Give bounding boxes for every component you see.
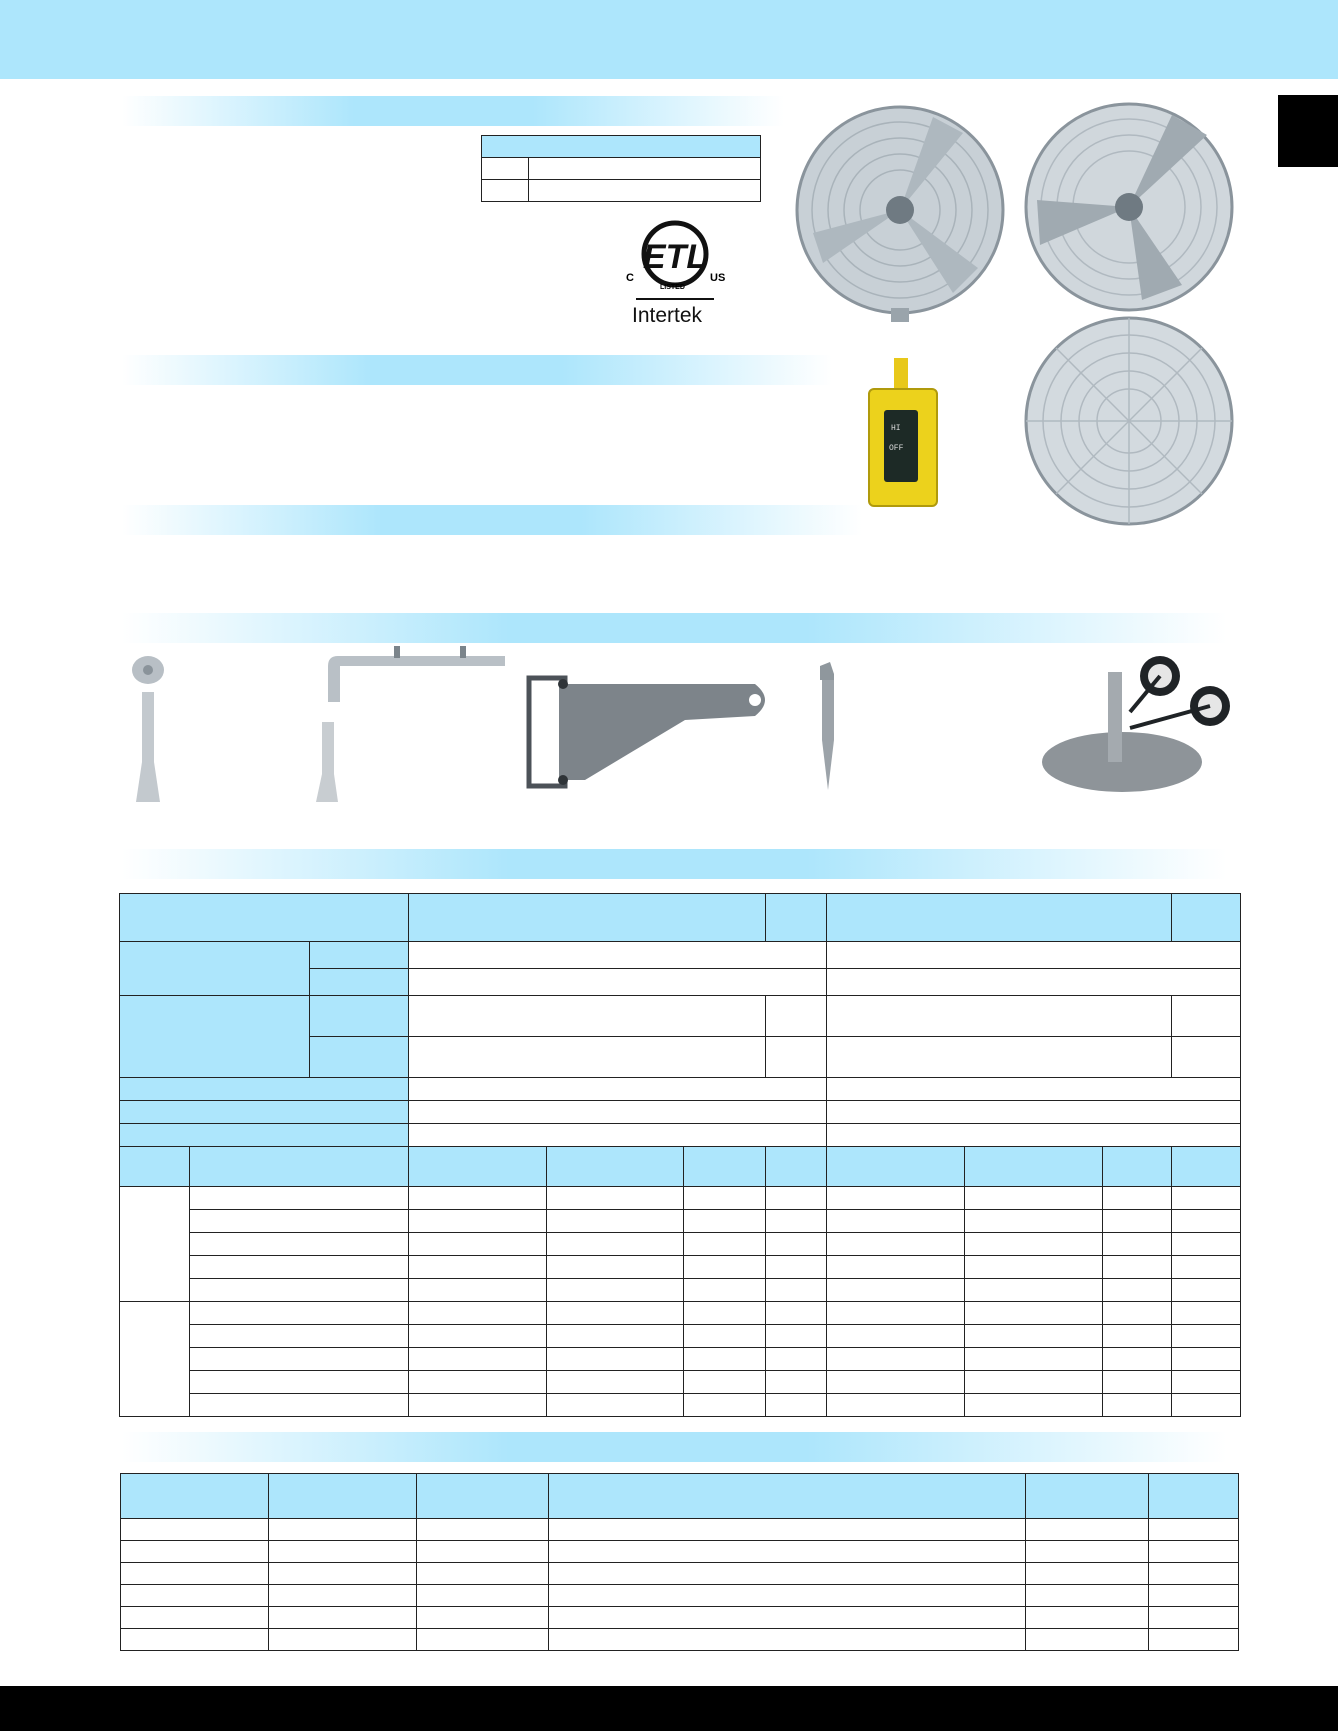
- accessory-wall-bracket-image: [525, 670, 780, 792]
- small-spec-table: [481, 135, 761, 202]
- section-header-bar-3: [122, 505, 862, 535]
- main-table-data-row: [120, 1348, 1241, 1371]
- accessories-row: [121, 1629, 1239, 1651]
- accessories-row: [121, 1541, 1239, 1563]
- section-header-bar-5: [122, 849, 1227, 879]
- accessories-row: [121, 1607, 1239, 1629]
- main-table-subheader-row: [120, 1147, 1241, 1187]
- fan-head-image-2: [1022, 95, 1237, 320]
- switch-off-label: OFF: [889, 444, 904, 453]
- main-table-data-row: [120, 1394, 1241, 1417]
- fan-guard-image: [1022, 315, 1237, 530]
- accessory-hook-bracket-image: [812, 660, 847, 800]
- main-table-data-row: [120, 1325, 1241, 1348]
- etl-right-letters: US: [710, 272, 726, 284]
- section-tab: [1278, 95, 1338, 167]
- main-table-row: [120, 1078, 1241, 1101]
- main-table-data-row: [120, 1233, 1241, 1256]
- accessory-wall-pipe-image: [310, 642, 505, 812]
- section-header-bar-6: [122, 1432, 1227, 1462]
- main-table-header-row: [120, 894, 1241, 942]
- bottom-footer-band: [0, 1686, 1338, 1731]
- etl-left-letter: C: [626, 272, 634, 284]
- accessory-wheeled-base-image: [1040, 652, 1235, 797]
- switch-hi-label: HI: [891, 424, 901, 433]
- main-spec-table: [119, 893, 1241, 1417]
- section-header-bar-4: [122, 613, 1227, 643]
- accessory-ceiling-mount-image: [128, 652, 168, 812]
- main-table-data-row: [120, 1371, 1241, 1394]
- svg-text:ETL: ETL: [642, 238, 708, 276]
- accessories-row: [121, 1563, 1239, 1585]
- switch-cord: [894, 358, 908, 390]
- main-table-row: [120, 1101, 1241, 1124]
- section-header-bar-2: [122, 355, 832, 385]
- section-header-bar-1: [122, 96, 784, 126]
- accessories-header-row: [121, 1474, 1239, 1519]
- main-table-data-row: [120, 1187, 1241, 1210]
- main-table-row: [120, 942, 1241, 969]
- fan-head-image-1: [793, 103, 1008, 328]
- pendant-switch-image: [863, 358, 943, 508]
- main-table-row: [120, 1124, 1241, 1147]
- main-table-data-row: [120, 1302, 1241, 1325]
- main-table-data-row: [120, 1279, 1241, 1302]
- main-table-data-row: [120, 1210, 1241, 1233]
- main-table-row: [120, 996, 1241, 1037]
- accessories-table: [120, 1473, 1239, 1651]
- accessories-row: [121, 1519, 1239, 1541]
- accessories-row: [121, 1585, 1239, 1607]
- intertek-wordmark: Intertek: [632, 304, 703, 327]
- small-spec-header: [482, 136, 761, 158]
- logo-divider: [636, 298, 714, 300]
- etl-ring-text: LISTED: [660, 284, 685, 291]
- etl-listed-logo: [620, 212, 730, 332]
- main-table-data-row: [120, 1256, 1241, 1279]
- top-header-band: [0, 0, 1338, 79]
